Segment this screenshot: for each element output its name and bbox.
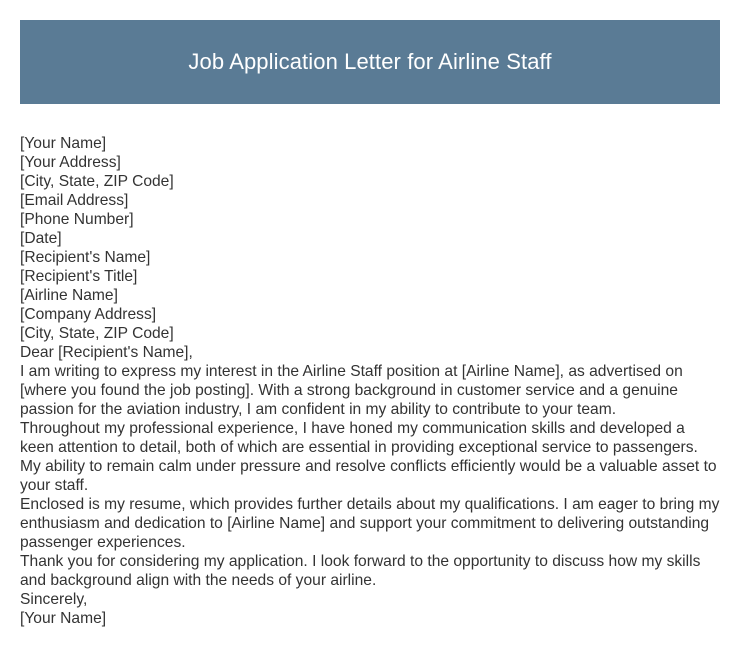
salutation: Dear [Recipient's Name], [20, 344, 193, 361]
recipient-name: [Recipient's Name] [20, 249, 151, 266]
paragraph-experience: Throughout my professional experience, I have honed my communication skills and developed a keen attention to detail, both of which are essential in providing exceptional service to passengers. My ability to remain calm under pressure and resolve conflicts efficiently would be a valuable asset to your staff. [20, 420, 717, 494]
sender-phone: [Phone Number] [20, 211, 134, 228]
page-title: Job Application Letter for Airline Staff [188, 49, 552, 74]
sender-city-state-zip: [City, State, ZIP Code] [20, 173, 174, 190]
company-address: [Company Address] [20, 306, 157, 323]
letter-body [20, 134, 722, 628]
paragraph-intro: I am writing to express my interest in the Airline Staff position at [Airline Name], as advertised on [where you found the job posting]. With a strong background in customer service and a genuine passion for the aviation industry, I am confident in my ability to contribute to your team. [20, 363, 683, 418]
paragraph-resume: Enclosed is my resume, which provides further details about my qualifications. I am eager to bring my enthusiasm and dedication to [Airline Name] and support your commitment to delivering outstanding passenger experiences. [20, 496, 720, 551]
signature-name: [Your Name] [20, 610, 107, 627]
closing: Sincerely, [20, 591, 88, 608]
letter-date: [Date] [20, 230, 62, 247]
sender-email: [Email Address] [20, 192, 129, 209]
company-city-state-zip: [City, State, ZIP Code] [20, 325, 174, 342]
paragraph-thanks: Thank you for considering my application. I look forward to the opportunity to discuss how my skills and background align with the needs of your airline. [20, 553, 701, 589]
recipient-title: [Recipient's Title] [20, 268, 138, 285]
title-banner [20, 20, 720, 104]
airline-name: [Airline Name] [20, 287, 118, 304]
sender-address: [Your Address] [20, 154, 121, 171]
sender-name: [Your Name] [20, 135, 107, 152]
